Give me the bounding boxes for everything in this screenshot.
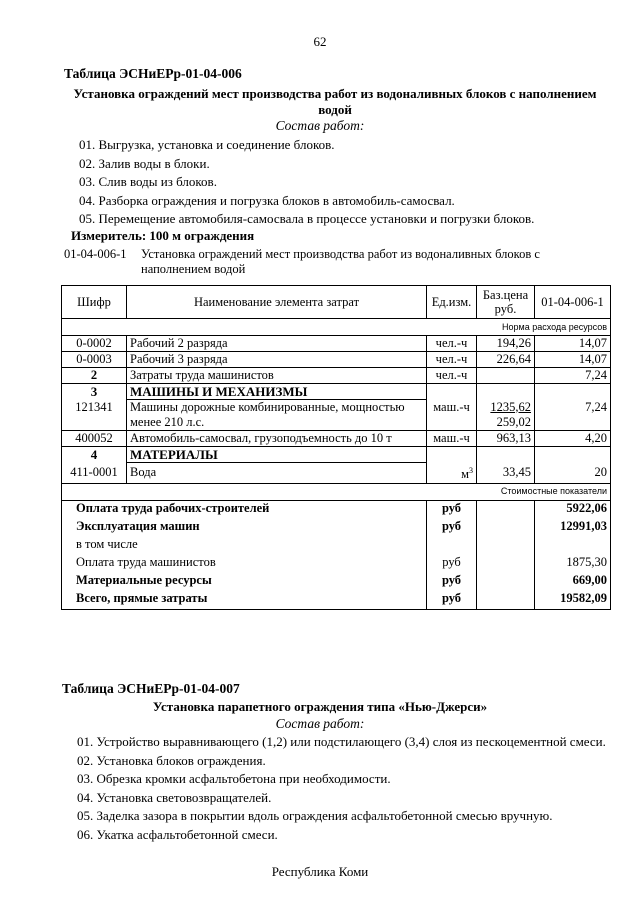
row-value: 7,24 <box>535 368 611 384</box>
item-code: 01-04-006-1 <box>64 247 127 261</box>
summary-empty <box>477 591 535 610</box>
work-item: 04. Разборка ограждения и погрузка блоков в автомобиль-самосвал. <box>79 192 455 208</box>
row-name: Рабочий 2 разряда <box>127 336 427 352</box>
row-unit: маш.-ч <box>427 400 477 431</box>
summary-unit: руб <box>427 591 477 610</box>
summary-label: в том числе <box>62 537 427 555</box>
work-item: 05. Перемещение автомобиля-самосвала в процессе установки и погрузки блоков. <box>79 211 535 226</box>
summary-unit: руб <box>427 555 477 573</box>
cost-label-row <box>62 483 611 500</box>
row-code: 411-0001 <box>62 463 127 484</box>
summary-unit: руб <box>427 500 477 519</box>
table-row <box>62 431 611 447</box>
desc-line: наполнением водой <box>141 262 246 276</box>
summary-empty <box>477 519 535 537</box>
table-title: Таблица ЭСНиЕРр-01-04-007 <box>62 681 240 696</box>
col-base-price <box>477 286 535 319</box>
row-name: Вода <box>127 463 427 484</box>
work-item: 01. Устройство выравнивающего (1,2) или подстилающего (3,4) слоя из пескоцементной смеси. <box>77 734 606 749</box>
col-base-price-l1: Баз.цена <box>482 288 529 302</box>
row-price: 226,64 <box>477 352 535 368</box>
summary-label: Оплата труда машинистов <box>62 555 427 573</box>
row-code: 2 <box>62 368 127 384</box>
section-code: 3 <box>62 384 127 400</box>
summary-row <box>62 573 611 591</box>
summary-row <box>62 591 611 610</box>
col-base-price-l2: руб. <box>494 302 517 316</box>
summary-label: Оплата труда рабочих-строителей <box>62 500 427 519</box>
section-title: МАТЕРИАЛЫ <box>127 447 427 463</box>
row-price <box>477 368 535 384</box>
page-number: 62 <box>313 34 327 49</box>
summary-unit: руб <box>427 573 477 591</box>
summary-empty <box>427 537 477 555</box>
summary-value: 5922,06 <box>535 500 611 519</box>
summary-label: Материальные ресурсы <box>62 573 427 591</box>
work-item: 02. Залив воды в блоки. <box>79 155 210 171</box>
item-description <box>141 247 540 277</box>
summary-empty <box>477 573 535 591</box>
summary-row <box>62 537 611 555</box>
row-value: 7,24 <box>535 400 611 431</box>
row-value: 14,07 <box>535 336 611 352</box>
meter-label: Измеритель: 100 м ограждения <box>71 228 255 243</box>
table-title: Таблица ЭСНиЕРр-01-04-006 <box>64 66 242 81</box>
section-empty <box>535 384 611 400</box>
summary-empty <box>477 500 535 519</box>
summary-value: 669,00 <box>535 573 611 591</box>
work-item: 03. Обрезка кромки асфальтобетона при необходимости. <box>77 771 391 786</box>
row-name: Затраты труда машинистов <box>127 368 427 384</box>
row-name: Рабочий 3 разряда <box>127 352 427 368</box>
table-row <box>62 336 611 352</box>
table-row <box>62 352 611 368</box>
summary-empty <box>477 537 535 555</box>
section-row <box>62 384 611 400</box>
row-price <box>477 400 535 431</box>
row-price: 33,45 <box>477 463 535 484</box>
work-item: 03. Слив воды из блоков. <box>79 174 217 189</box>
page-footer: Республика Коми <box>271 864 369 879</box>
heading-line: водой <box>318 102 352 117</box>
section-empty <box>427 447 477 463</box>
row-unit <box>427 463 477 484</box>
table-row <box>62 400 611 431</box>
row-name-line: менее 210 л.с. <box>130 415 205 429</box>
composition-label: Состав работ: <box>275 118 365 133</box>
row-code: 0-0002 <box>62 336 127 352</box>
heading-line: Установка ограждений мест производства работ из водоналивных блоков с наполнением <box>73 86 597 101</box>
table-row <box>62 463 611 484</box>
summary-value: 12991,03 <box>535 519 611 537</box>
row-unit: маш.-ч <box>427 431 477 447</box>
row-value: 4,20 <box>535 431 611 447</box>
col-name: Наименование элемента затрат <box>127 286 427 319</box>
row-code: 400052 <box>62 431 127 447</box>
row-price: 963,13 <box>477 431 535 447</box>
row-unit: чел.-ч <box>427 336 477 352</box>
section-empty <box>535 447 611 463</box>
summary-empty <box>477 555 535 573</box>
work-item: 06. Укатка асфальтобетонной смеси. <box>77 826 278 842</box>
col-norm: 01-04-006-1 <box>535 286 611 319</box>
section-empty <box>477 447 535 463</box>
row-value: 20 <box>535 463 611 484</box>
summary-row <box>62 519 611 537</box>
work-list <box>79 136 534 229</box>
work-item: 02. Установка блоков ограждения. <box>77 752 266 768</box>
summary-empty <box>535 537 611 555</box>
section-empty <box>477 384 535 400</box>
row-unit: чел.-ч <box>427 368 477 384</box>
summary-value: 1875,30 <box>535 555 611 573</box>
section-row <box>62 447 611 463</box>
row-code: 0-0003 <box>62 352 127 368</box>
row-name <box>127 400 427 431</box>
col-unit: Ед.изм. <box>427 286 477 319</box>
summary-label: Всего, прямые затраты <box>62 591 427 610</box>
table-heading: Установка парапетного ограждения типа «Нью-Джерси» <box>152 699 488 714</box>
row-unit-sup: 3 <box>469 465 473 475</box>
section-empty <box>427 384 477 400</box>
composition-label: Состав работ: <box>275 716 365 731</box>
col-cipher: Шифр <box>62 286 127 319</box>
norm-label-row <box>62 319 611 336</box>
norm-label: Норма расхода ресурсов <box>62 319 611 336</box>
row-unit-text: м <box>461 467 469 482</box>
row-name-line: Машины дорожные комбинированные, мощностью <box>130 400 405 414</box>
row-unit: чел.-ч <box>427 352 477 368</box>
desc-line: Установка ограждений мест производства работ из водоналивных блоков с <box>141 247 540 261</box>
work-list <box>77 733 606 844</box>
summary-value: 19582,09 <box>535 591 611 610</box>
table-header-row <box>62 286 611 319</box>
work-item: 01. Выгрузка, установка и соединение блоков. <box>79 137 335 152</box>
summary-label: Эксплуатация машин <box>62 519 427 537</box>
section-title: МАШИНЫ И МЕХАНИЗМЫ <box>127 384 427 400</box>
row-price: 194,26 <box>477 336 535 352</box>
table-heading <box>40 86 630 118</box>
section-code: 4 <box>62 447 127 463</box>
row-value: 14,07 <box>535 352 611 368</box>
work-item: 05. Заделка зазора в покрытии вдоль ограждения асфальтобетонной смесью вручную. <box>77 808 553 823</box>
cost-label: Стоимостные показатели <box>62 483 611 500</box>
summary-row <box>62 500 611 519</box>
row-name: Автомобиль-самосвал, грузоподъемность до 10 т <box>127 431 427 447</box>
summary-row <box>62 555 611 573</box>
work-item: 04. Установка световозвращателей. <box>77 789 272 805</box>
row-price-line: 1235,62 <box>490 399 531 414</box>
row-code: 121341 <box>62 400 127 431</box>
resource-table <box>61 285 611 610</box>
summary-unit: руб <box>427 519 477 537</box>
row-price-line: 259,02 <box>496 414 531 429</box>
table-row <box>62 368 611 384</box>
